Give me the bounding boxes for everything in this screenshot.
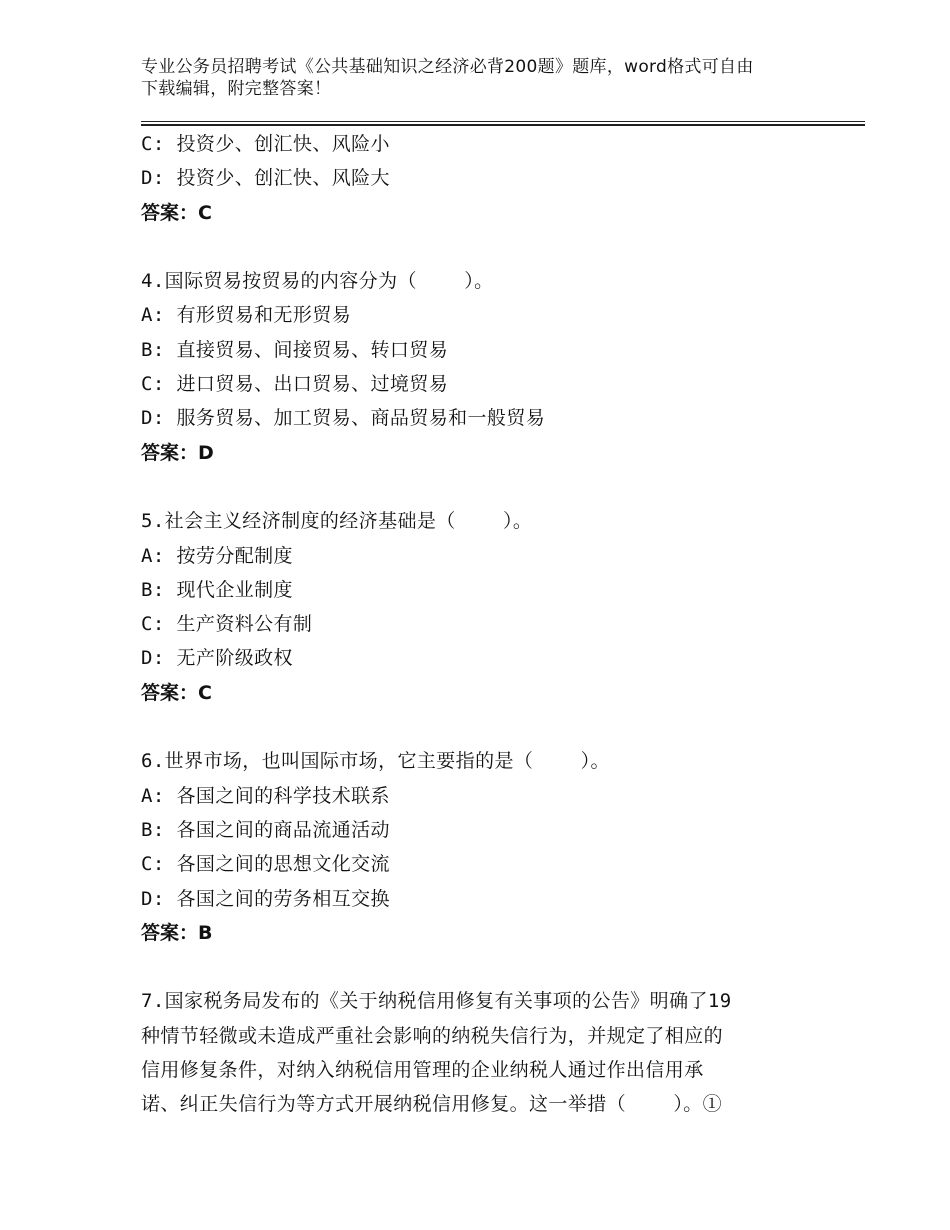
answer-label: 答案：C: [141, 201, 212, 224]
option-d: D: 投资少、创汇快、风险大: [141, 167, 390, 190]
option-d: D: 各国之间的劳务相互交换: [141, 887, 390, 910]
question-stem-line-3: 信用修复条件，对纳入纳税信用管理的企业纳税人通过作出信用承: [141, 1059, 704, 1082]
question-4: [141, 264, 831, 470]
question-stem-line-1: 7.国家税务局发布的《关于纳税信用修复有关事项的公告》明确了19: [141, 990, 732, 1013]
option-c: C: 进口贸易、出口贸易、过境贸易: [141, 373, 449, 396]
header-line-1: 专业公务员招聘考试《公共基础知识之经济必背200题》题库，word格式可自由: [141, 57, 754, 77]
option-a: A: 各国之间的科学技术联系: [141, 784, 390, 807]
option-d: D: 服务贸易、加工贸易、商品贸易和一般贸易: [141, 407, 546, 430]
option-b: B: 直接贸易、间接贸易、转口贸易: [141, 338, 449, 361]
option-c: C: 生产资料公有制: [141, 613, 313, 636]
question-3: [141, 127, 831, 230]
document-header: [141, 56, 821, 100]
spacer: [141, 470, 831, 504]
option-a: A: 有形贸易和无形贸易: [141, 304, 352, 327]
spacer: [141, 950, 831, 984]
option-b: B: 各国之间的商品流通活动: [141, 818, 390, 841]
option-c: C: 各国之间的思想文化交流: [141, 853, 390, 876]
question-6: [141, 744, 831, 950]
spacer: [141, 230, 831, 264]
option-d: D: 无产阶级政权: [141, 647, 293, 670]
header-line-2: 下载编辑，附完整答案！: [141, 79, 332, 99]
question-list: [141, 127, 831, 1122]
header-divider: [141, 121, 865, 126]
question-5: [141, 504, 831, 710]
answer-label: 答案：C: [141, 681, 212, 704]
spacer: [141, 710, 831, 744]
question-stem: 4.国际贸易按贸易的内容分为（ ）。: [141, 270, 494, 293]
question-stem: 5.社会主义经济制度的经济基础是（ ）。: [141, 510, 533, 533]
option-b: B: 现代企业制度: [141, 578, 293, 601]
question-stem: 6.世界市场，也叫国际市场，它主要指的是（ ）。: [141, 750, 610, 773]
question-stem-line-4: 诺、纠正失信行为等方式开展纳税信用修复。这一举措（ ）。①: [141, 1093, 723, 1116]
option-a: A: 按劳分配制度: [141, 544, 293, 567]
answer-label: 答案：D: [141, 441, 214, 464]
answer-label: 答案：B: [141, 921, 213, 944]
question-stem-line-2: 种情节轻微或未造成严重社会影响的纳税失信行为，并规定了相应的: [141, 1024, 724, 1047]
option-c: C: 投资少、创汇快、风险小: [141, 133, 390, 155]
question-7: [141, 984, 831, 1121]
